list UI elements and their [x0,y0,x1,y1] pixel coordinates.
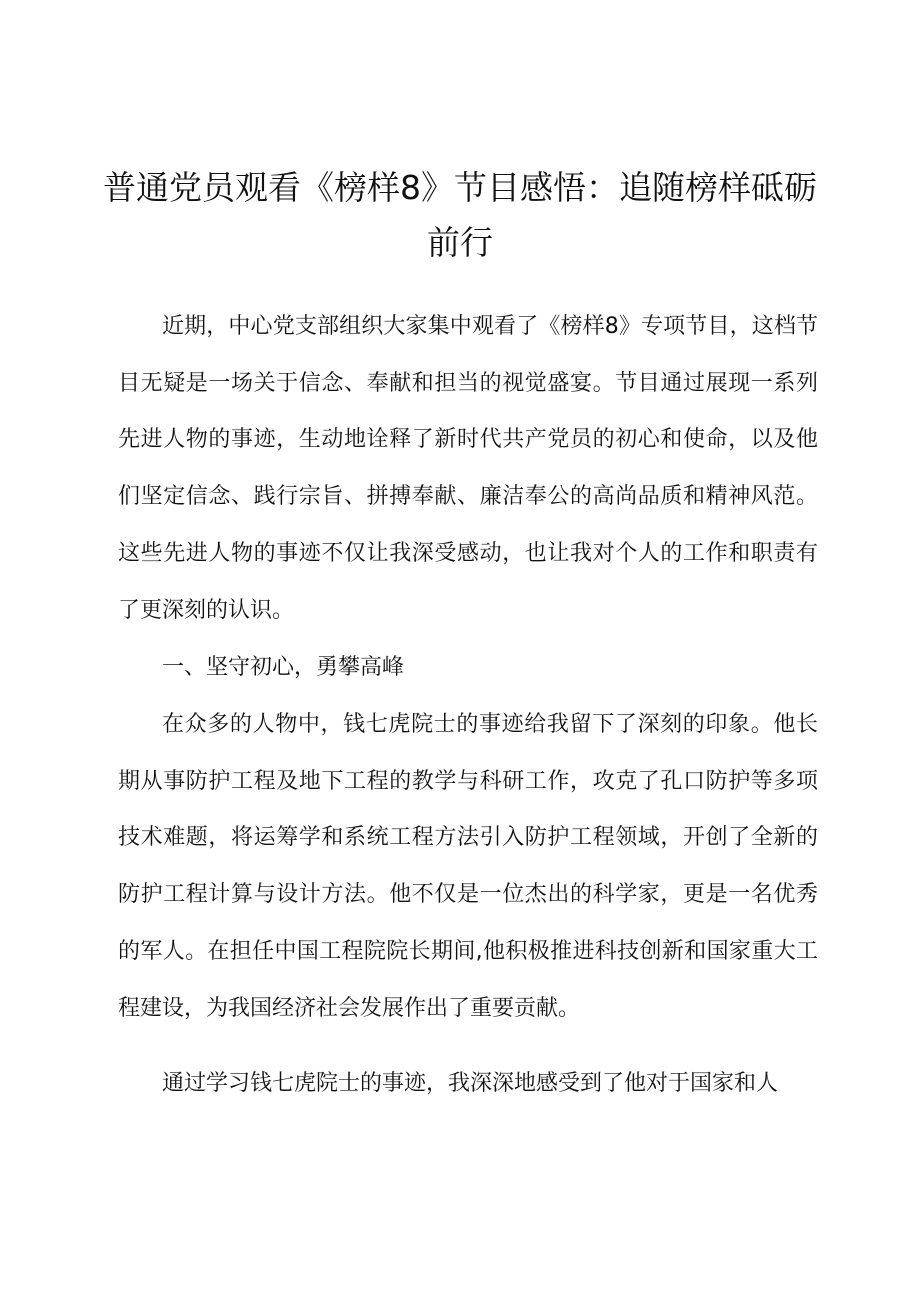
page-title: 普通党员观看《榜样8》节目感悟：追随榜样砥砺前行 [103,168,817,262]
paragraph-intro: 近期，中心党支部组织大家集中观看了《榜样8》专项节目，这档节目无疑是一场关于信念、奉献和担当的视觉盛宴。节目通过展现一系列先进人物的事迹，生动地诠释了新时代共产党员的初心和使命，以及他们坚定信念、践行宗旨、拼搏奉献、廉洁奉公的高尚品质和精神风范。这些先进人物的事迹不仅让我深受感动，也让我对个人的工作和职责有了更深刻的认识。 [118,314,818,623]
section-heading-1: 一、坚守初心，勇攀高峰 [162,655,405,680]
paragraph-reflection: 通过学习钱七虎院士的事迹，我深深地感受到了他对于国家和人 [162,1071,779,1096]
paragraph-qian-qihu: 在众多的人物中，钱七虎院士的事迹给我留下了深刻的印象。他长期从事防护工程及地下工程的教学与科研工作，攻克了孔口防护等多项技术难题，将运筹学和系统工程方法引入防护工程领域，开创了全新的防护工程计算与设计方法。他不仅是一位杰出的科学家，更是一名优秀的军人。在担任中国工程院院长期间,他积极推进科技创新和国家重大工程建设，为我国经济社会发展作出了重要贡献。 [118,712,818,1021]
